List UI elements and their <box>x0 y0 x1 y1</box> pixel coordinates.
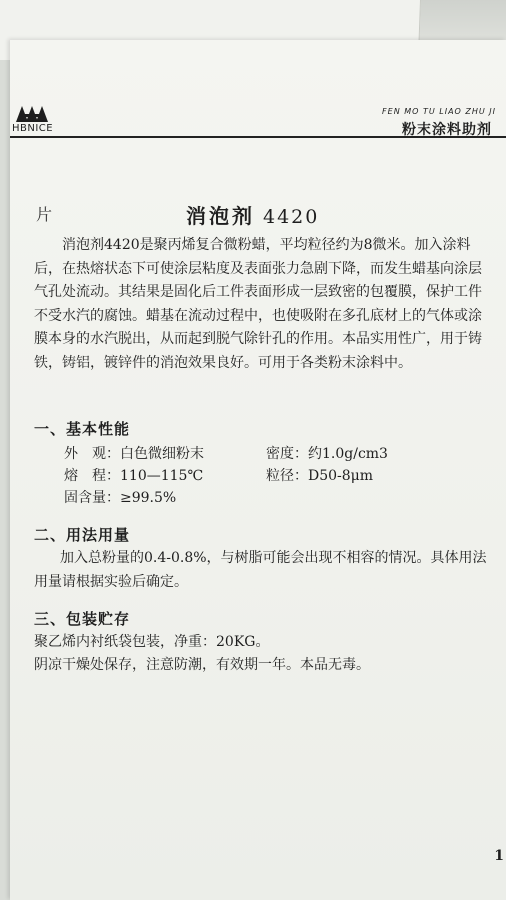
product-name: 消泡剂 <box>186 204 255 228</box>
margin-mark: 片 <box>36 205 53 224</box>
prop-density: 密度：约1.0g/cm3 <box>266 446 388 462</box>
intro-paragraph: 消泡剂4420是聚丙烯复合微粉蜡，平均粒径约为8微米。加入涂料后，在热熔状态下可使涂层粘度及表面张力急剧下降，而发生蜡基向涂层气孔处流动。其结果是固化后工件表面形成一层致密的包覆膜，保护工件不受水汽的腐蚀。蜡基在流动过程中，也使吸附在多孔底材上的气体或涂膜本身的水汽脱出，从而起到脱气除针孔的作用。本品实用性广，用于铸铁，铸铝，镀锌件的消泡效果良好。可用于各类粉末涂料中。 <box>34 237 482 371</box>
prop-solid: 固含量：≥99.5% <box>64 490 177 506</box>
prop-appearance: 外 观：白色微细粉末 <box>64 446 204 462</box>
brand-name: HBNICE <box>12 123 54 134</box>
prop-melting: 熔 程：110—115℃ <box>64 468 204 484</box>
section-heading-packaging: 三、包装贮存 <box>34 610 131 628</box>
section-heading-basic: 一、基本性能 <box>34 420 131 438</box>
packaging-line-2: 阴凉干燥处保存，注意防潮，有效期一年。本品无毒。 <box>34 657 370 673</box>
header-category: 粉末涂料助剂 <box>402 122 492 138</box>
prop-particle: 粒径：D50-8μm <box>266 468 374 484</box>
product-code: 4420 <box>263 206 320 228</box>
header-pinyin: FEN MO TU LIAO ZHU JI <box>382 107 496 116</box>
page-header <box>10 98 506 142</box>
usage-paragraph: 加入总粉量的0.4-0.8%，与树脂可能会出现不相容的情况。具体用法用量请根据实验后确定。 <box>34 550 487 590</box>
packaging-line-1: 聚乙烯内衬纸袋包装，净重：20KG。 <box>34 634 270 650</box>
document-page <box>10 40 506 900</box>
page-title <box>186 200 319 229</box>
header-rule <box>10 136 506 138</box>
section-heading-usage: 二、用法用量 <box>34 526 131 544</box>
page-number: 1 <box>494 848 504 864</box>
brand-logo-icon <box>10 100 70 140</box>
